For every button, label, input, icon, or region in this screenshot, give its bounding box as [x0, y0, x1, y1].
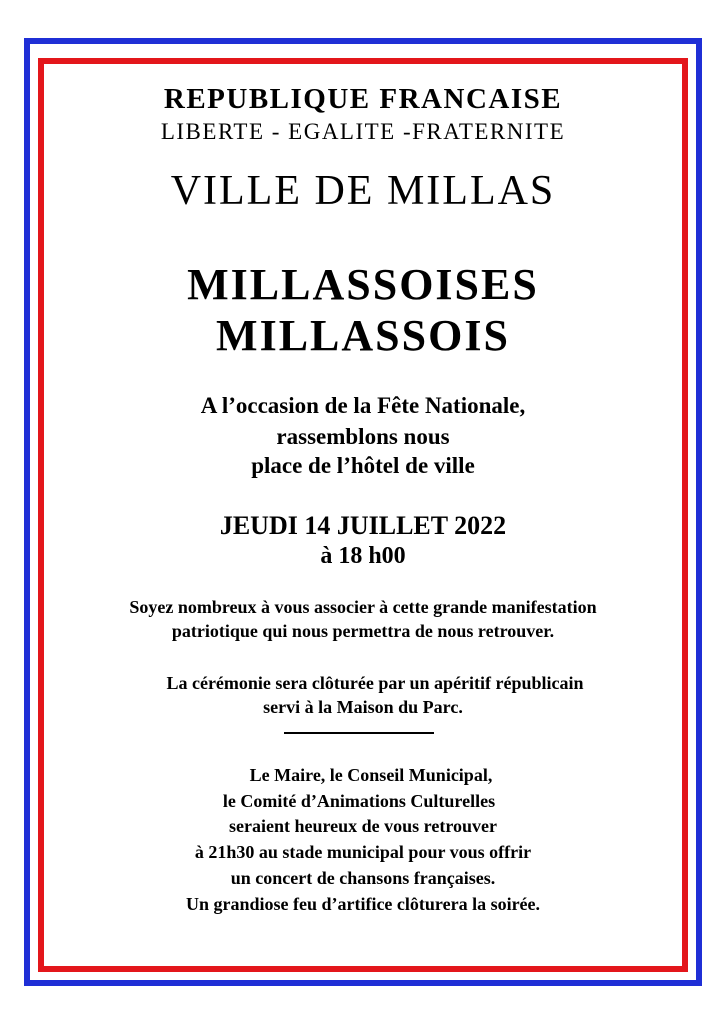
paragraph-1-line-2: patriotique qui nous permettra de nous retrouver.	[171, 621, 555, 641]
poster-content	[44, 64, 682, 966]
republique-heading: REPUBLIQUE FRANCAISE	[163, 83, 563, 115]
event-date: JEUDI 14 JUILLET 2022	[219, 511, 507, 540]
footer-line-2: le Comité d’Animations Culturelles	[222, 791, 496, 811]
paragraph-1-line-1: Soyez nombreux à vous associer à cette grande manifestation	[129, 597, 597, 617]
title-line-2: MILLASSOIS	[216, 311, 510, 360]
separator-rule	[284, 732, 434, 734]
event-time: à 18 h00	[320, 543, 406, 569]
intro-line-2: rassemblons nous	[276, 424, 450, 449]
intro-line-1: A l’occasion de la Fête Nationale,	[200, 393, 526, 418]
title-line-1: MILLASSOISES	[187, 260, 539, 309]
paragraph-2-line-1: La cérémonie sera clôturée par un apéritif républicain	[166, 673, 584, 693]
footer-line-1: Le Maire, le Conseil Municipal,	[249, 765, 493, 785]
footer-line-3: seraient heureux de vous retrouver	[229, 816, 497, 836]
devise-subheading: LIBERTE - EGALITE -FRATERNITE	[160, 119, 566, 144]
footer-line-6: Un grandiose feu d’artifice clôturera la soirée.	[185, 894, 541, 914]
paragraph-2-line-2: servi à la Maison du Parc.	[263, 697, 463, 717]
intro-line-3: place de l’hôtel de ville	[251, 453, 475, 478]
footer-line-4: à 21h30 au stade municipal pour vous offrir	[194, 842, 532, 862]
footer-line-5: un concert de chansons françaises.	[230, 868, 496, 888]
ville-heading: VILLE DE MILLAS	[170, 168, 556, 214]
